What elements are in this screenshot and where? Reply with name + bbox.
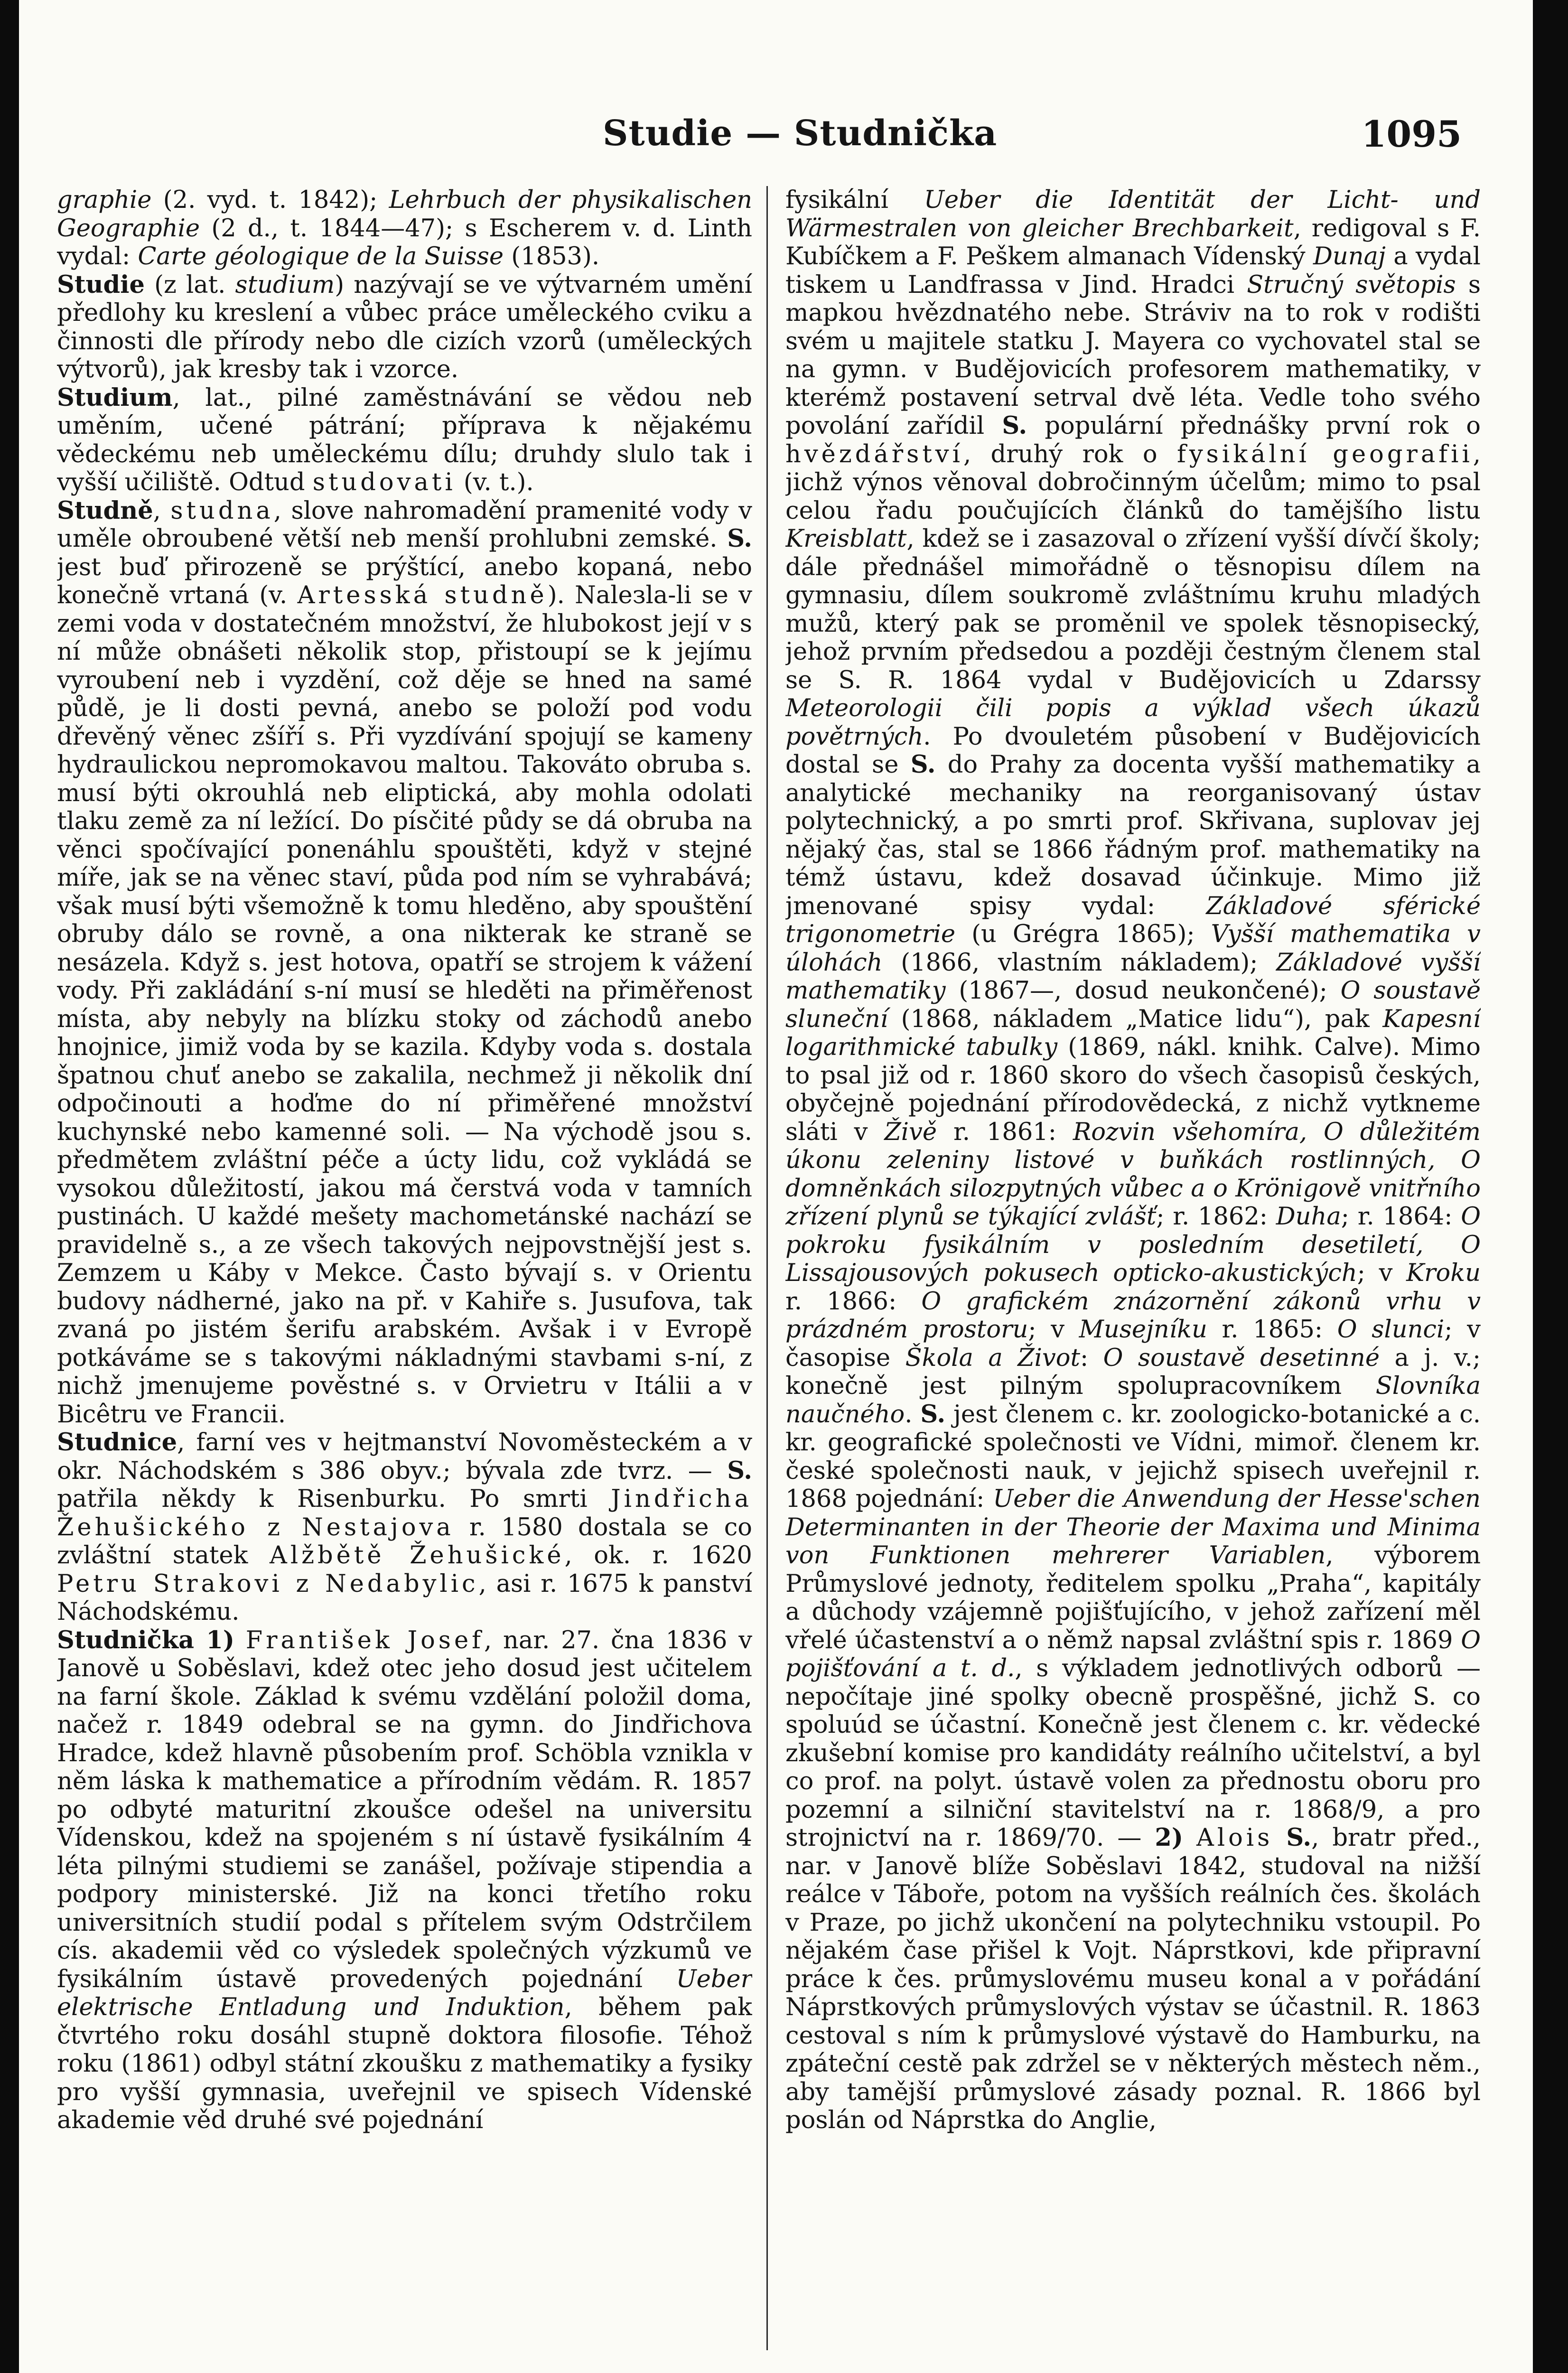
right-column-paragraph-0: fysikální Ueber die Identität der Licht- und Wärmestralen von gleicher Brechbarkeit, redigoval s F. Kubíčkem a F. Peškem almanach Vídenský Dunaj a vydal tiskem u Landfrassa v Jind. Hradci Stručný světopis s mapkou hvězdnatého nebe. Stráviv na to rok v rodišti svém u majitele statku J. Mayera co vychovatel stal se na gymn. v Budějovicích profesorem mathematiky, v kterémž postavení setrval dvě léta. Vedle toho svého povolání zařídil S. populární přednášky první rok o hvězdářství, druhý rok o fysikální geografii, jichž výnos věnoval dobročinným účelům; mimo to psal celou řadu poučujících článků do tamějšího listu Kreisblatt, kdež se i zasazoval o zřízení vyšší dívčí školy; dále přednášel mimořádně o těsnopisu dílem na gymnasiu, dílem soukromě zvláštnímu kruhu mladých mužů, který pak se proměnil ve spolek těsnopisecký, jehož prvním předsedou a později čestným členem stal se S. R. 1864 vydal v Budějovicích u Zdarssy Meteorologii čili popis a výklad všech úkazů povětrných. Po dvouletém působení v Budějovicích dostal se S. do Prahy za docenta vyšší mathematiky a analytické mechaniky na reorganisovaný ústav polytechnický, a po smrti prof. Skřivana, suplovav jej nějaký čas, stal se 1866 řádným prof. mathematiky na témž ústavu, kdež dosavad účinkuje. Mimo již jmenované spisy vydal: Základové sférické trigonometrie (u Grégra 1865); Vyšší mathematika v úlohách (1866, vlastním nákladem); Základové vyšší mathematiky (1867—, dosud neukončené); O soustavě sluneční (1868, nákladem „Matice lidu“), pak Kapesní logarithmické tabulky (1869, nákl. knihk. Calve). Mimo to psal již od r. 1860 skoro do všech časopisů českých, obyčejně pojednání přírodovědecká, z nichž vytkneme sláti v Živě r. 1861: Rozvin všehomíra, O důležitém úkonu zeleniny listové v buňkách rostlinných, O domněnkách silozpytných vůbec a o Krönigově vnitřního zřízení plynů se týkající zvlášť; r. 1862: Duha; r. 1864: O pokroku fysikálním v posledním desetiletí, O Lissajousových pokusech opticko-akustických; v Kroku r. 1866: O grafickém znázornění zákonů vrhu v prázdném prostoru; v Musejníku r. 1865: O slunci; v časopise Škola a Život: O soustavě desetinné a j. v.; konečně jest pilným spolupracovníkem Slovníka naučného. S. jest členem c. kr. zoologicko-botanické a c. kr. geografické společnosti ve Vídni, mimoř. členem kr. české společnosti nauk, v jejichž spisech uveřejnil r. 1868 pojednání: Ueber die Anwendung der Hesse'schen Determinanten in der Theorie der Maxima und Minima von Funktionen mehrerer Variablen, výborem Průmyslové jednoty, ředitelem spolku „Praha“, kapitály a důchody vzájemně pojišťujícího, v jehož zařízení měl vřelé účastenství a o němž napsal zvláštní spis r. 1869 O pojišťování a t. d., s výkladem jednotlivých odborů — nepočítaje jiné spolky obecně prospěšné, jichž S. co spoluúd se účastní. Konečně jest členem c. kr. vědecké zkušební komise pro kandidáty reálního učitelství, a byl co prof. na polyt. ústavě volen za přednostu oboru pro pozemní a silniční stavitelství na r. 1868/9, a pro strojnictví na r. 1869/70. — 2) Alois S., bratr před., nar. v Janově blíže Soběslavi 1842, studoval na nižší reálce v Táboře, potom na vyšších reálních čes. školách v Praze, po jichž ukončení na polytechniku vstoupil. Po nějakém čase přišel k Vojt. Náprstkovi, kde připravní práce k čes. průmyslovému museu konal a v pořádání Náprstkových průmyslových výstav se účastnil. R. 1863 cestoval s ním k průmyslové výstavě do Hamburku, na zpáteční cestě pak zdržel se v některých městech něm., aby tamější průmyslové zásady poznal. R. 1866 byl poslán od Náprstka do Anglie, — [785, 186, 1481, 2134]
right-column — [785, 186, 1481, 2350]
left-column-paragraph-1: Studie (z lat. studium) nazývají se ve výtvarném umění předlohy ku kreslení a vůbec práce uměleckého cviku a činnosti dle přírody nebo dle cizích vzorů (uměleckých výtvorů), jak kresby tak i vzorce. — [57, 270, 752, 383]
left-column-paragraph-0: graphie (2. vyd. t. 1842); Lehrbuch der physikalischen Geographie (2 d., t. 1844—47); s Escherem v. d. Linth vydal: Carte géologique de la Suisse (1853). — [57, 186, 752, 271]
scan-left-edge — [0, 0, 19, 2373]
left-column-paragraph-2: Studium, lat., pilné zaměstnávání se vědou neb uměním, učené pátrání; příprava k nějakému vědeckému neb uměleckému dílu; druhdy slulo tak i vyšší učiliště. Odtud studovati (v. t.). — [57, 383, 752, 496]
left-column-paragraph-5: Studnička 1) František Josef, nar. 27. čna 1836 v Janově u Soběslavi, kdež otec jeho dosud jest učitelem na farní škole. Základ k svému vzdělání položil doma, načež r. 1849 odebral se na gymn. do Jindřichova Hradce, kdež hlavně působením prof. Schöbla vznikla v něm láska k mathematice a přírodním vědám. R. 1857 po odbyté maturitní zkoušce odešel na universitu Vídenskou, kdež na spojeném s ní ústavě fysikálním 4 léta pilnými studiemi se zanášel, požívaje stipendia a podpory ministerské. Již na konci třetího roku universitních studií podal s přítelem svým Odstrčilem cís. akademii věd co výsledek společných výzkumů ve fysikálním ústavě provedených pojednání Ueber elektrische Entladung und Induktion, během pak čtvrtého roku dosáhl stupně doktora filosofie. Téhož roku (1861) odbyl státní zkoušku z mathematiky a fysiky pro vyšší gymnasia, uveřejnil ve spisech Vídenské akademie věd druhé své pojednání — [57, 1626, 752, 2134]
left-column-paragraph-4: Studnice, farní ves v hejtmanství Novoměsteckém a v okr. Náchodském s 386 obyv.; bývala zde tvrz. — S. patřila někdy k Risenburku. Po smrti Jindřicha Žehušického z Nestajova r. 1580 dostala se co zvláštní statek Alžbětě Žehušické, ok. r. 1620 Petru Strakovi z Nedabylic, asi r. 1675 k panství Náchodskému. — [57, 1428, 752, 1626]
book-page — [19, 0, 1533, 2373]
running-title: Studie — Studnička — [603, 113, 998, 154]
page-number: 1095 — [1361, 113, 1462, 155]
left-column-paragraph-3: Studně, studna, slove nahromadění pramenité vody v uměle obroubené větší neb menší prohlubni zemské. S. jest buď přirozeně se prýštící, anebo kopaná, nebo konečně vrtaná (v. Artesská studně). Naleзla-li se v zemi voda v dostatečném množství, že hlubokost její v s ní může obnášeti několik stop, přistoupí se k jejímu vyroubení neb i vyzdění, což děje se hned na samé půdě, je li dosti pevná, anebo se položí pod vodu dřevěný věnec zšíří s. Při vyzdívání spojují se kameny hydraulickou nepromokavou maltou. Takováto obruba s. musí býti okrouhlá neb eliptická, aby mohla odolati tlaku země za ní ležící. Do písčité půdy se dá obruba na věnci spočívající ponenáhlu spouštěti, když v stejné míře, jak se na věnec staví, půda pod ním se vyhrabává; však musí býti všemožně k tomu hleděno, aby spouštění obruby dálo se rovně, a ona nikterak ke straně se nesázela. Když s. jest hotova, opatří se strojem k vážení vody. Při zakládání s-ní musí se hleděti na přiměřenost místa, aby nebyly na blízku stoky od záchodů anebo hnojnice, jimiž voda by se kazila. Kdyby voda s. dostala špatnou chuť anebo se zakalila, nechmež ji několik dní odpočinouti a hoďme do ní přiměřené množství kuchynské nebo kamenné soli. — Na východě jsou s. předmětem zvláštní péče a úcty lidu, což vykládá se vysokou důležitostí, jakou má čerstvá voda v tamních pustinách. U každé mešety machometánské nachází se pravidelně s., a ze všech takových nejpovstnější jest s. Zemzem u Káby v Mekce. Často bývají s. v Orientu budovy nádherné, jako na př. v Kahiře s. Jusufova, tak zvaná po jistém šerifu arabském. Avšak i v Evropě potkáváme se s takovými nákladnými stavbami s-ní, z nichž jmenujeme pověstné s. v Orvietru v Itálii a v Bicêtru ve Francii. — [57, 496, 752, 1429]
running-header — [19, 113, 1533, 165]
scan-right-edge — [1533, 0, 1568, 2373]
column-divider — [766, 186, 768, 2350]
left-column — [57, 186, 752, 2350]
